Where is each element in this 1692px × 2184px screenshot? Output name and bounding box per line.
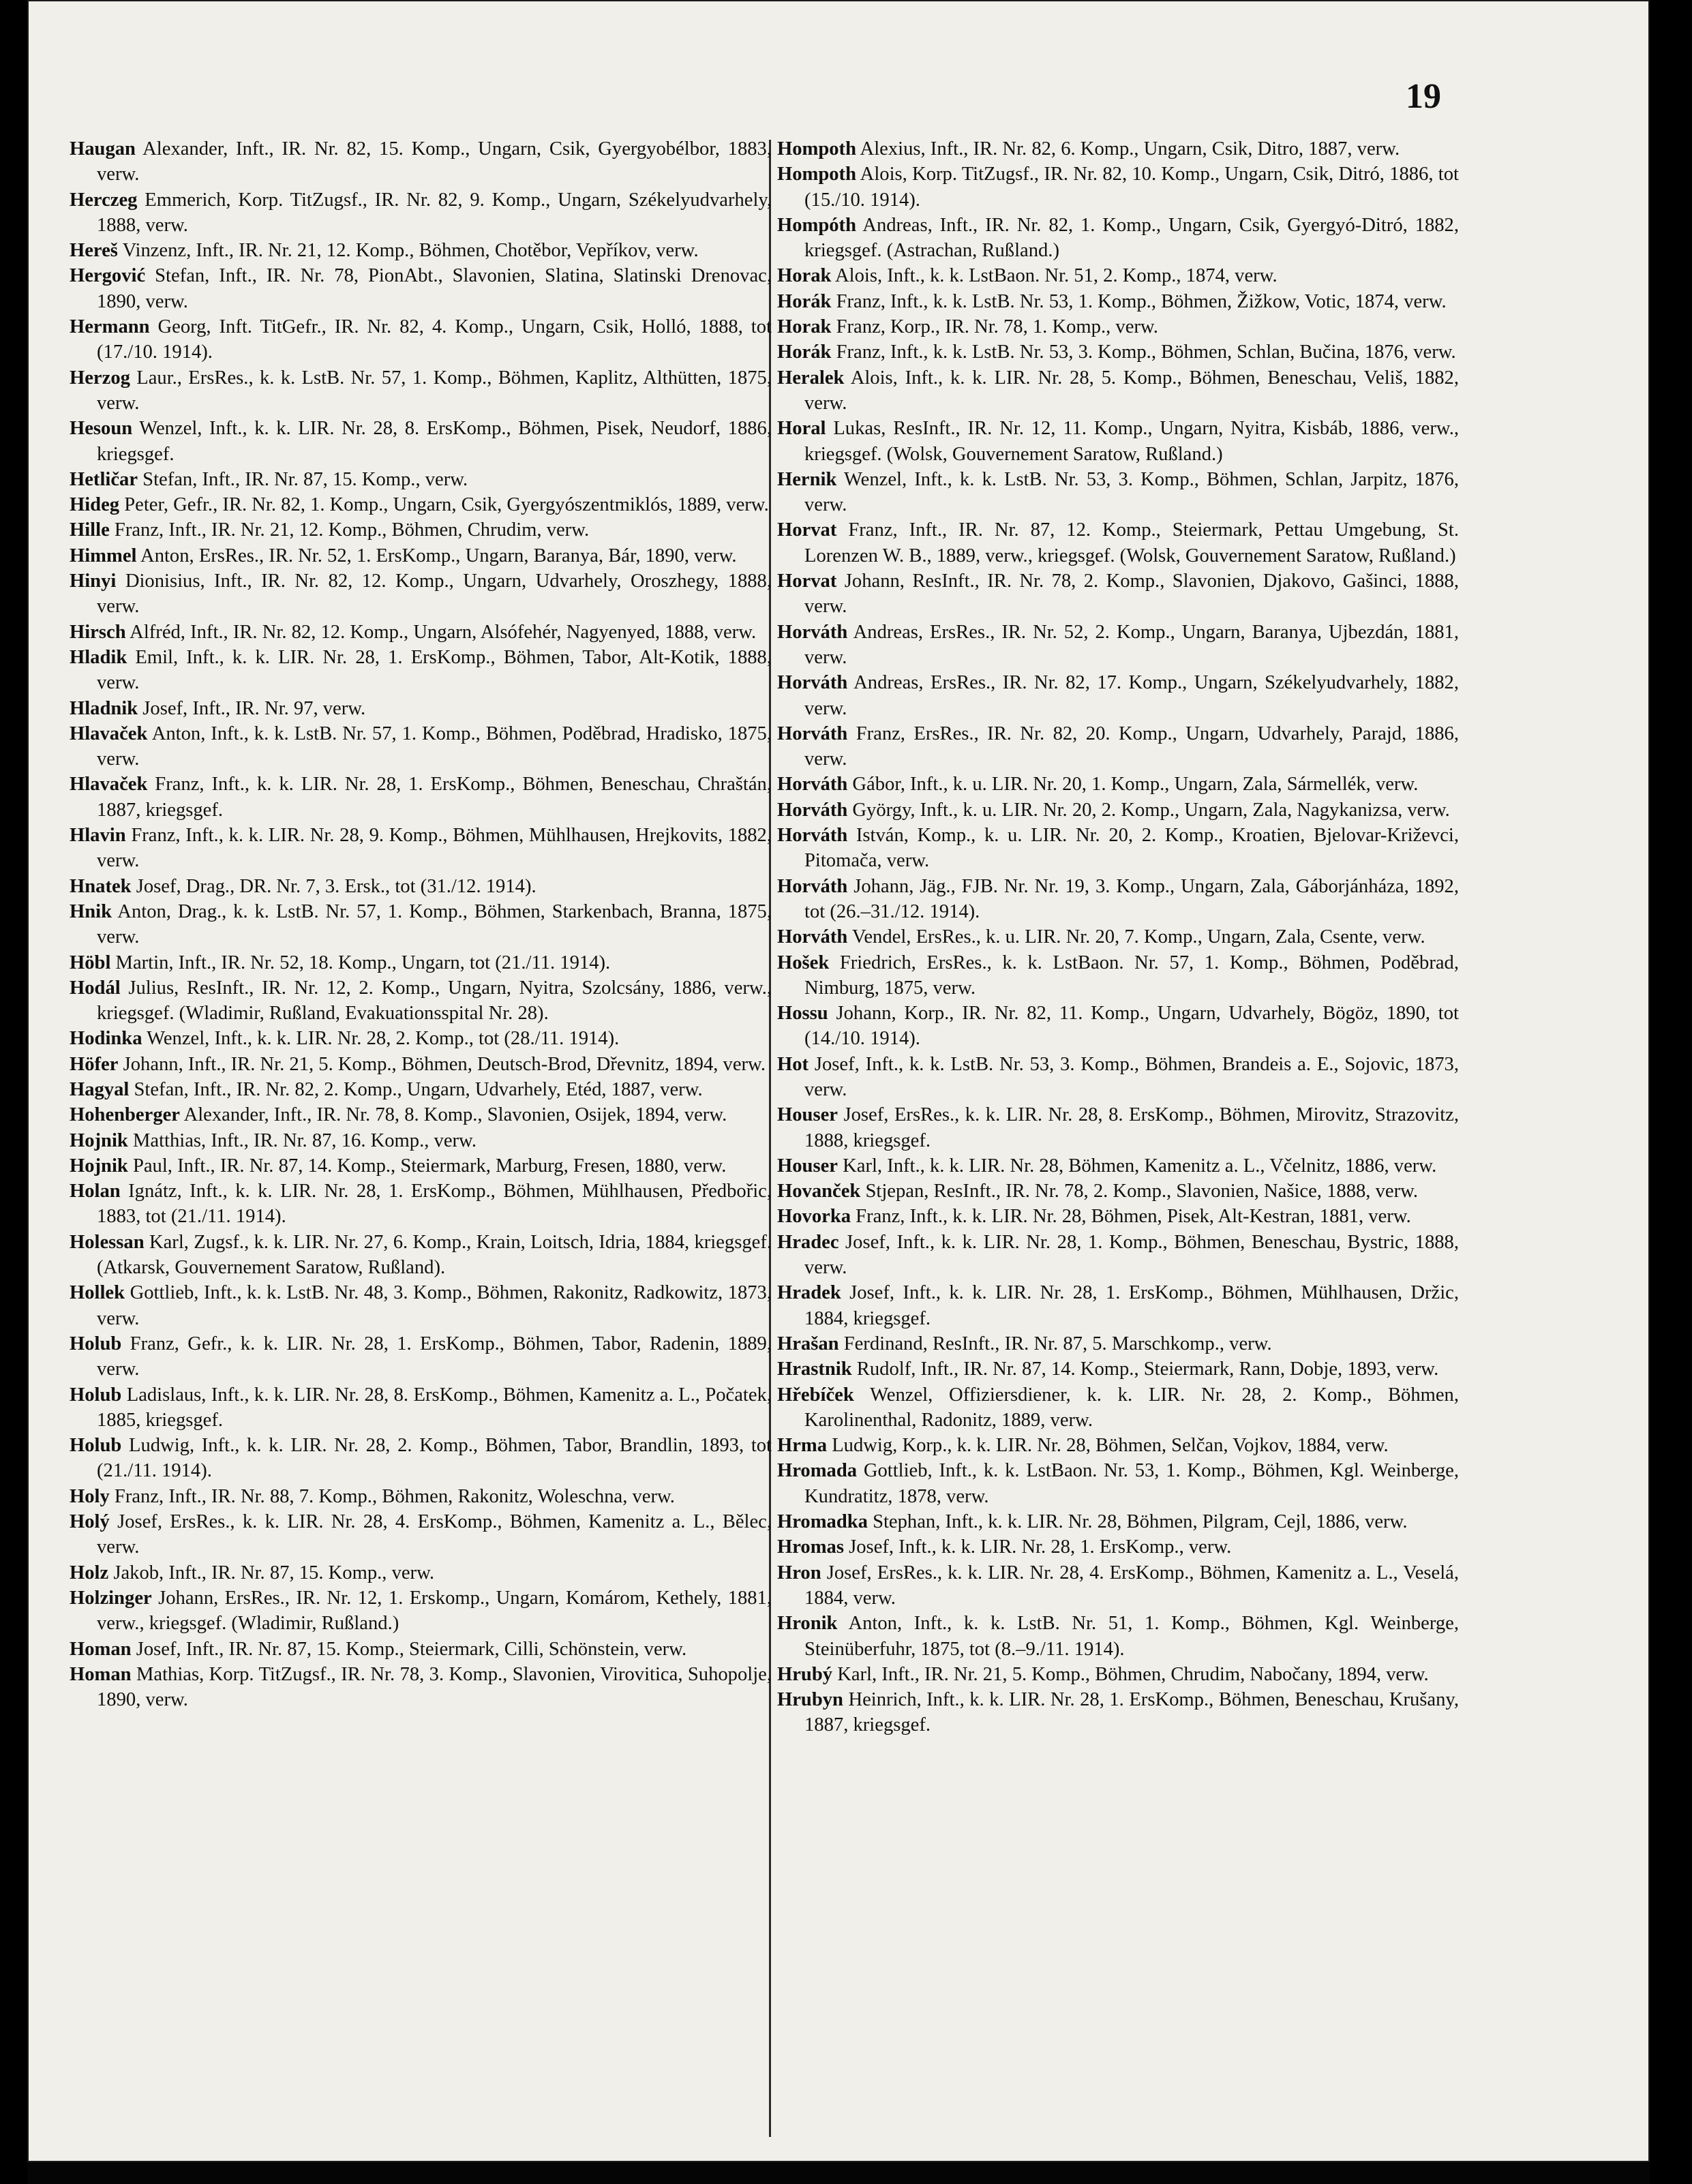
entry-details: Andreas, ErsRes., IR. Nr. 82, 17. Komp., Ungarn, Székelyudvarhely, 1882, verw. [804, 672, 1459, 719]
casualty-entry [777, 924, 1459, 950]
entry-surname: Hagyal [70, 1078, 130, 1100]
casualty-entry [777, 416, 1459, 467]
entry-surname: Haugan [70, 138, 136, 160]
entry-details: Franz, Inft., k. k. LIR. Nr. 28, 1. ErsKomp., Böhmen, Beneschau, Chraštán, 1887, kriegsgef. [97, 774, 772, 821]
entry-details: Andreas, Inft., IR. Nr. 82, 1. Komp., Ungarn, Csik, Gyergyó-Ditró, 1882, kriegsgef. (Astrachan, Rußland.) [804, 214, 1459, 262]
right-column [777, 136, 1459, 1738]
casualty-entry [70, 263, 772, 314]
casualty-entry [777, 314, 1459, 339]
casualty-entry [777, 1356, 1459, 1382]
entry-surname: Hodinka [70, 1028, 142, 1050]
casualty-entry [777, 1153, 1459, 1179]
casualty-entry [777, 213, 1459, 264]
scan-border-right [1650, 0, 1692, 2184]
casualty-entry [777, 365, 1459, 416]
casualty-entry [70, 1230, 772, 1281]
entry-surname: Hetličar [70, 468, 138, 490]
casualty-entry [70, 568, 772, 620]
casualty-entry [777, 162, 1459, 213]
entry-surname: Homan [70, 1638, 132, 1660]
casualty-entry [777, 517, 1459, 568]
entry-surname: Hohenberger [70, 1104, 180, 1126]
entry-details: Wenzel, Inft., k. k. LstB. Nr. 53, 3. Komp., Böhmen, Schlan, Jarpitz, 1876, verw. [804, 468, 1459, 516]
entry-surname: Horváth [777, 774, 848, 795]
casualty-entry [70, 238, 772, 263]
casualty-entry [70, 467, 772, 492]
entry-surname: Hesoun [70, 418, 133, 440]
casualty-entry [777, 1534, 1459, 1560]
scan-border-left [0, 0, 27, 2184]
entry-details: Gábor, Inft., k. u. LIR. Nr. 20, 1. Komp., Ungarn, Zala, Sármellék, verw. [847, 774, 1419, 795]
entry-details: Vendel, ErsRes., k. u. LIR. Nr. 20, 7. Komp., Ungarn, Zala, Csente, verw. [847, 926, 1425, 948]
entry-details: Vinzenz, Inft., IR. Nr. 21, 12. Komp., Böhmen, Chotěbor, Vepříkov, verw. [117, 240, 699, 262]
casualty-entry [777, 1204, 1459, 1229]
casualty-entry [70, 543, 772, 568]
entry-surname: Hideg [70, 494, 120, 516]
entry-surname: Hromas [777, 1536, 844, 1558]
entry-surname: Holub [70, 1384, 122, 1406]
entry-details: Jakob, Inft., IR. Nr. 87, 15. Komp., verw. [108, 1562, 435, 1583]
entry-details: Wenzel, Inft., k. k. LIR. Nr. 28, 8. ErsKomp., Böhmen, Pisek, Neudorf, 1886, kriegsgef. [97, 418, 772, 465]
casualty-entry [777, 1179, 1459, 1204]
document-page [27, 0, 1650, 2162]
casualty-entry [70, 1382, 772, 1434]
entry-surname: Horak [777, 316, 832, 338]
entry-details: Ignátz, Inft., k. k. LIR. Nr. 28, 1. ErsKomp., Böhmen, Mühlhausen, Předbořic, 1883, tot (21./11. 1914). [97, 1181, 772, 1228]
entry-surname: Hot [777, 1053, 809, 1075]
casualty-entry [777, 798, 1459, 823]
entry-surname: Horváth [777, 723, 848, 744]
casualty-entry [777, 467, 1459, 518]
casualty-entry [70, 696, 772, 721]
entry-details: Franz, Inft., k. k. LstB. Nr. 53, 3. Komp., Böhmen, Schlan, Bučina, 1876, verw. [831, 342, 1456, 363]
casualty-entry [70, 620, 772, 645]
casualty-entry [70, 899, 772, 950]
casualty-entry [70, 975, 772, 1027]
entry-details: Stjepan, ResInft., IR. Nr. 78, 2. Komp., Slavonien, Našice, 1888, verw. [860, 1181, 1419, 1202]
casualty-entry [777, 289, 1459, 314]
entry-details: Josef, ErsRes., k. k. LIR. Nr. 28, 4. ErsKomp., Böhmen, Kamenitz a. L., Veselá, 1884, verw. [804, 1562, 1459, 1609]
casualty-entry [777, 1331, 1459, 1356]
entry-surname: Hošek [777, 952, 830, 973]
entry-surname: Hermann [70, 316, 150, 338]
entry-surname: Horváth [777, 621, 848, 643]
entry-surname: Holessan [70, 1231, 145, 1253]
entry-surname: Hinyi [70, 571, 117, 592]
entry-surname: Hron [777, 1562, 821, 1583]
entry-surname: Hereš [70, 240, 118, 262]
entry-details: Rudolf, Inft., IR. Nr. 87, 14. Komp., Steiermark, Rann, Dobje, 1893, verw. [851, 1359, 1439, 1380]
entry-surname: Hojnik [70, 1129, 128, 1151]
entry-details: Franz, Inft., k. k. LIR. Nr. 28, Böhmen, Pisek, Alt-Kestran, 1881, verw. [851, 1206, 1411, 1228]
entry-details: Josef, Inft., IR. Nr. 87, 15. Komp., Steiermark, Cilli, Schönstein, verw. [131, 1638, 687, 1660]
entry-surname: Horal [777, 418, 826, 440]
casualty-entry [777, 620, 1459, 671]
entry-surname: Horváth [777, 799, 848, 821]
entry-details: Johann, ResInft., IR. Nr. 78, 2. Komp., Slavonien, Djakovo, Gašinci, 1888, verw. [804, 571, 1459, 618]
entry-details: Franz, Gefr., k. k. LIR. Nr. 28, 1. ErsKomp., Böhmen, Tabor, Radenin, 1889, verw. [97, 1333, 772, 1380]
entry-details: Franz, Inft., k. k. LstB. Nr. 53, 1. Komp., Böhmen, Žižkow, Votic, 1874, verw. [831, 290, 1447, 312]
casualty-entry [70, 187, 772, 239]
entry-details: Franz, ErsRes., IR. Nr. 82, 20. Komp., Ungarn, Udvarhely, Parajd, 1886, verw. [804, 723, 1459, 770]
entry-surname: Herzog [70, 367, 130, 389]
entry-details: Franz, Inft., IR. Nr. 88, 7. Komp., Böhmen, Rakonitz, Woleschna, verw. [109, 1485, 675, 1507]
casualty-entry [70, 1179, 772, 1230]
casualty-entry [777, 1611, 1459, 1662]
casualty-entry [70, 1128, 772, 1153]
entry-surname: Höfer [70, 1053, 119, 1075]
entry-surname: Holzinger [70, 1587, 152, 1609]
entry-details: Paul, Inft., IR. Nr. 87, 14. Komp., Steiermark, Marburg, Fresen, 1880, verw. [127, 1155, 727, 1177]
entry-details: Wenzel, Offiziersdiener, k. k. LIR. Nr. 28, 2. Komp., Böhmen, Karolinenthal, Radonitz, 1889, verw. [804, 1384, 1459, 1431]
casualty-entry [777, 1102, 1459, 1153]
entry-details: Martin, Inft., IR. Nr. 52, 18. Komp., Ungarn, tot (21./11. 1914). [110, 952, 611, 973]
page-number: 19 [1406, 77, 1441, 116]
entry-surname: Horváth [777, 875, 848, 897]
casualty-entry [777, 1001, 1459, 1052]
casualty-entry [70, 950, 772, 975]
entry-surname: Holy [70, 1485, 110, 1507]
entry-details: Johann, Korp., IR. Nr. 82, 11. Komp., Ungarn, Udvarhely, Bögöz, 1890, tot (14./10. 1914). [804, 1003, 1459, 1050]
casualty-entry [70, 1052, 772, 1077]
casualty-entry [70, 874, 772, 899]
entry-surname: Hille [70, 519, 110, 541]
entry-surname: Hlavin [70, 825, 126, 847]
entry-surname: Hnik [70, 900, 112, 922]
entry-details: Johann, ErsRes., IR. Nr. 12, 1. Erskomp., Ungarn, Komárom, Kethely, 1881, verw., kriegsgef. (Wladimir, Rußland.) [97, 1587, 772, 1635]
entry-details: Anton, Inft., k. k. LstB. Nr. 51, 1. Komp., Böhmen, Kgl. Weinberge, Steinüberfuhr, 1875, tot (8.–9./11. 1914). [804, 1613, 1459, 1660]
entry-details: Anton, Drag., k. k. LstB. Nr. 57, 1. Komp., Böhmen, Starkenbach, Branna, 1875, verw. [97, 900, 772, 948]
casualty-entry [70, 1662, 772, 1713]
entry-surname: Hovanček [777, 1181, 861, 1202]
casualty-entry [70, 517, 772, 543]
left-column [70, 136, 772, 1712]
casualty-entry [777, 874, 1459, 925]
entry-details: Anton, ErsRes., IR. Nr. 52, 1. ErsKomp., Ungarn, Baranya, Bár, 1890, verw. [136, 545, 737, 566]
entry-surname: Himmel [70, 545, 137, 566]
entry-details: Georg, Inft. TitGefr., IR. Nr. 82, 4. Komp., Ungarn, Csik, Holló, 1888, tot (17./10. 1914). [97, 316, 772, 363]
entry-details: Friedrich, ErsRes., k. k. LstBaon. Nr. 57, 1. Komp., Böhmen, Poděbrad, Nimburg, 1875, verw. [804, 952, 1459, 999]
entry-surname: Holan [70, 1181, 121, 1202]
entry-details: Matthias, Inft., IR. Nr. 87, 16. Komp., verw. [127, 1129, 477, 1151]
entry-surname: Horak [777, 265, 832, 287]
entry-details: Alois, Inft., k. k. LstBaon. Nr. 51, 2. Komp., 1874, verw. [831, 265, 1278, 287]
entry-details: Emil, Inft., k. k. LIR. Nr. 28, 1. ErsKomp., Böhmen, Tabor, Alt-Kotik, 1888, verw. [97, 646, 772, 694]
entry-details: Alexander, Inft., IR. Nr. 82, 15. Komp., Ungarn, Csik, Gyergyobélbor, 1883, verw. [97, 138, 772, 185]
entry-surname: Hrma [777, 1435, 828, 1457]
entry-details: István, Komp., k. u. LIR. Nr. 20, 2. Komp., Kroatien, Bjelovar-Križevci, Pitomača, verw. [804, 825, 1459, 872]
entry-surname: Horváth [777, 926, 848, 948]
entry-details: Alfréd, Inft., IR. Nr. 82, 12. Komp., Ungarn, Alsófehér, Nagyenyed, 1888, verw. [125, 621, 757, 643]
entry-details: Andreas, ErsRes., IR. Nr. 52, 2. Komp., Ungarn, Baranya, Ujbezdán, 1881, verw. [804, 621, 1459, 668]
entry-details: Mathias, Korp. TitZugsf., IR. Nr. 78, 3. Komp., Slavonien, Virovitica, Suhopolje, 1890, verw. [97, 1663, 772, 1711]
entry-details: Heinrich, Inft., k. k. LIR. Nr. 28, 1. ErsKomp., Böhmen, Beneschau, Krušany, 1887, kriegsgef. [804, 1689, 1459, 1736]
entry-surname: Holý [70, 1511, 110, 1533]
entry-details: Franz, Inft., k. k. LIR. Nr. 28, 9. Komp., Böhmen, Mühlhausen, Hrejkovits, 1882, verw. [97, 825, 772, 872]
casualty-entry [777, 1687, 1459, 1738]
casualty-entry [70, 416, 772, 467]
entry-surname: Horvat [777, 519, 837, 541]
entry-surname: Hladnik [70, 697, 138, 719]
entry-details: Karl, Inft., IR. Nr. 21, 5. Komp., Böhmen, Chrudim, Nabočany, 1894, verw. [832, 1663, 1429, 1685]
casualty-entry [777, 823, 1459, 874]
casualty-entry [777, 1458, 1459, 1509]
entry-details: Josef, ErsRes., k. k. LIR. Nr. 28, 8. ErsKomp., Böhmen, Mirovitz, Strazovitz, 1888, kriegsgef. [804, 1104, 1459, 1151]
casualty-entry [70, 1637, 772, 1662]
entry-details: Franz, Korp., IR. Nr. 78, 1. Komp., verw. [831, 316, 1158, 338]
entry-surname: Horváth [777, 672, 848, 694]
casualty-entry [777, 1662, 1459, 1687]
entry-details: Josef, ErsRes., k. k. LIR. Nr. 28, 4. ErsKomp., Böhmen, Kamenitz a. L., Bělec, verw. [97, 1511, 772, 1558]
entry-surname: Hossu [777, 1003, 828, 1025]
entry-details: Stefan, Inft., IR. Nr. 87, 15. Komp., verw. [138, 468, 468, 490]
entry-surname: Hlavaček [70, 774, 148, 795]
entry-surname: Hlavaček [70, 723, 148, 744]
entry-surname: Hradec [777, 1231, 839, 1253]
entry-surname: Hollek [70, 1282, 125, 1304]
entry-details: Stefan, Inft., IR. Nr. 78, PionAbt., Slavonien, Slatina, Slatinski Drenovac, 1890, verw. [97, 265, 772, 312]
entry-surname: Homan [70, 1663, 132, 1685]
entry-surname: Horvat [777, 571, 837, 592]
casualty-entry [70, 1280, 772, 1331]
casualty-entry [70, 1433, 772, 1484]
entry-details: Wenzel, Inft., k. k. LIR. Nr. 28, 2. Komp., tot (28./11. 1914). [142, 1028, 620, 1050]
entry-details: Josef, Inft., k. k. LIR. Nr. 28, 1. Komp., Böhmen, Beneschau, Bystric, 1888, verw. [804, 1231, 1459, 1279]
casualty-entry [70, 772, 772, 823]
entry-details: Karl, Inft., k. k. LIR. Nr. 28, Böhmen, Kamenitz a. L., Včelnitz, 1886, verw. [837, 1155, 1437, 1177]
casualty-entry [70, 1484, 772, 1509]
entry-surname: Holub [70, 1333, 122, 1354]
entry-surname: Hřebíček [777, 1384, 854, 1406]
casualty-entry [70, 1560, 772, 1586]
entry-surname: Hromadka [777, 1511, 868, 1533]
entry-surname: Höbl [70, 952, 111, 973]
entry-surname: Holz [70, 1562, 109, 1583]
entry-surname: Heralek [777, 367, 845, 389]
casualty-entry [777, 721, 1459, 772]
casualty-entry [70, 492, 772, 517]
entry-details: Stephan, Inft., k. k. LIR. Nr. 28, Böhmen, Pilgram, Cejl, 1886, verw. [867, 1511, 1408, 1533]
entry-surname: Hladik [70, 646, 127, 668]
casualty-entry [70, 1331, 772, 1382]
entry-surname: Horák [777, 290, 832, 312]
entry-details: Ludwig, Inft., k. k. LIR. Nr. 28, 2. Komp., Böhmen, Tabor, Brandlin, 1893, tot (21./11. 1914). [97, 1435, 772, 1482]
casualty-entry [777, 1560, 1459, 1611]
entry-details: Alexius, Inft., IR. Nr. 82, 6. Komp., Ungarn, Csik, Ditro, 1887, verw. [856, 138, 1400, 160]
entry-surname: Houser [777, 1104, 838, 1126]
casualty-entry [70, 1153, 772, 1179]
entry-surname: Horák [777, 342, 832, 363]
entry-details: Franz, Inft., IR. Nr. 87, 12. Komp., Steiermark, Pettau Umgebung, St. Lorenzen W. B., 1889, verw., kriegsgef. (Wolsk, Gouvernement Saratow, Rußland.) [804, 519, 1459, 566]
casualty-entry [70, 1102, 772, 1127]
entry-surname: Hirsch [70, 621, 126, 643]
entry-details: Josef, Inft., k. k. LIR. Nr. 28, 1. ErsKomp., verw. [843, 1536, 1232, 1558]
entry-details: Alexander, Inft., IR. Nr. 78, 8. Komp., Slavonien, Osijek, 1894, verw. [180, 1104, 727, 1126]
entry-surname: Hrašan [777, 1333, 839, 1354]
entry-surname: Horváth [777, 825, 848, 847]
entry-surname: Hnatek [70, 875, 132, 897]
entry-details: György, Inft., k. u. LIR. Nr. 20, 2. Komp., Ungarn, Zala, Nagykanizsa, verw. [847, 799, 1450, 821]
casualty-entry [777, 772, 1459, 797]
entry-surname: Hergović [70, 265, 146, 287]
entry-surname: Hodál [70, 977, 121, 999]
casualty-entry [777, 1382, 1459, 1434]
casualty-entry [777, 568, 1459, 620]
entry-surname: Holub [70, 1435, 122, 1457]
casualty-entry [70, 1077, 772, 1102]
entry-surname: Hronik [777, 1613, 838, 1635]
entry-surname: Hradek [777, 1282, 841, 1304]
entry-details: Johann, Jäg., FJB. Nr. Nr. 19, 3. Komp., Ungarn, Zala, Gáborjánháza, 1892, tot (26.–31./12. 1914). [804, 875, 1459, 922]
casualty-entry [777, 950, 1459, 1001]
casualty-entry [777, 263, 1459, 288]
entry-details: Lukas, ResInft., IR. Nr. 12, 11. Komp., Ungarn, Nyitra, Kisbáb, 1886, verw., kriegsgef. (Wolsk, Gouvernement Saratow, Rußland.) [804, 418, 1459, 465]
entry-surname: Hovorka [777, 1206, 851, 1228]
entry-details: Dionisius, Inft., IR. Nr. 82, 12. Komp., Ungarn, Udvarhely, Oroszhegy, 1888, verw. [97, 571, 772, 618]
entry-details: Laur., ErsRes., k. k. LstB. Nr. 57, 1. Komp., Böhmen, Kaplitz, Althütten, 1875, verw. [97, 367, 772, 414]
casualty-entry [777, 1280, 1459, 1331]
casualty-entry [70, 645, 772, 696]
casualty-entry [777, 670, 1459, 721]
entry-details: Karl, Zugsf., k. k. LIR. Nr. 27, 6. Komp., Krain, Loitsch, Idria, 1884, kriegsgef. (Atkarsk, Gouvernement Saratow, Rußland). [97, 1231, 772, 1279]
casualty-entry [777, 339, 1459, 365]
entry-details: Anton, Inft., k. k. LstB. Nr. 57, 1. Komp., Böhmen, Poděbrad, Hradisko, 1875, verw. [97, 723, 772, 770]
casualty-entry [777, 136, 1459, 162]
entry-details: Johann, Inft., IR. Nr. 21, 5. Komp., Böhmen, Deutsch-Brod, Dřevnitz, 1894, verw. [118, 1053, 766, 1075]
entry-details: Franz, Inft., IR. Nr. 21, 12. Komp., Böhmen, Chrudim, verw. [109, 519, 590, 541]
entry-details: Josef, Inft., k. k. LstB. Nr. 53, 3. Komp., Böhmen, Brandeis a. E., Sojovic, 1873, verw. [804, 1053, 1459, 1100]
entry-surname: Herczeg [70, 189, 138, 211]
entry-surname: Hompoth [777, 138, 856, 160]
entry-surname: Hromada [777, 1460, 858, 1482]
casualty-entry [777, 1052, 1459, 1103]
casualty-entry [70, 365, 772, 416]
entry-surname: Hernik [777, 468, 837, 490]
entry-details: Ladislaus, Inft., k. k. LIR. Nr. 28, 8. ErsKomp., Böhmen, Kamenitz a. L., Počatek, 1885, kriegsgef. [97, 1384, 772, 1431]
casualty-entry [777, 1230, 1459, 1281]
entry-details: Julius, ResInft., IR. Nr. 12, 2. Komp., Ungarn, Nyitra, Szolcsány, 1886, verw., kriegsgef. (Wladimir, Rußland, Evakuationsspital Nr. 28). [97, 977, 772, 1025]
casualty-entry [70, 314, 772, 365]
casualty-entry [70, 1509, 772, 1560]
entry-details: Gottlieb, Inft., k. k. LstBaon. Nr. 53, 1. Komp., Böhmen, Kgl. Weinberge, Kundratitz, 1878, verw. [804, 1460, 1459, 1507]
entry-surname: Hrubyn [777, 1689, 843, 1711]
entry-details: Alois, Inft., k. k. LIR. Nr. 28, 5. Komp., Böhmen, Beneschau, Veliš, 1882, verw. [804, 367, 1459, 414]
casualty-entry [70, 721, 772, 772]
casualty-entry [70, 823, 772, 874]
entry-surname: Hompóth [777, 214, 856, 236]
entry-details: Josef, Inft., IR. Nr. 97, verw. [138, 697, 366, 719]
entry-details: Ludwig, Korp., k. k. LIR. Nr. 28, Böhmen, Selčan, Vojkov, 1884, verw. [827, 1435, 1389, 1457]
entry-details: Emmerich, Korp. TitZugsf., IR. Nr. 82, 9. Komp., Ungarn, Székelyudvarhely, 1888, verw. [97, 189, 772, 236]
casualty-entry [70, 1586, 772, 1637]
entry-details: Gottlieb, Inft., k. k. LstB. Nr. 48, 3. Komp., Böhmen, Rakonitz, Radkowitz, 1873, verw. [97, 1282, 772, 1329]
entry-surname: Hrastnik [777, 1359, 852, 1380]
casualty-entry [70, 136, 772, 187]
entry-details: Stefan, Inft., IR. Nr. 82, 2. Komp., Ungarn, Udvarhely, Etéd, 1887, verw. [129, 1078, 703, 1100]
entry-details: Josef, Inft., k. k. LIR. Nr. 28, 1. ErsKomp., Böhmen, Mühlhausen, Držic, 1884, kriegsgef. [804, 1282, 1459, 1329]
entry-details: Peter, Gefr., IR. Nr. 82, 1. Komp., Ungarn, Csik, Gyergyószentmiklós, 1889, verw. [119, 494, 769, 516]
entry-surname: Houser [777, 1155, 838, 1177]
entry-details: Ferdinand, ResInft., IR. Nr. 87, 5. Marschkomp., verw. [839, 1333, 1272, 1354]
entry-surname: Hompoth [777, 164, 856, 185]
casualty-entry [777, 1509, 1459, 1534]
entry-surname: Hojnik [70, 1155, 128, 1177]
casualty-entry [70, 1026, 772, 1051]
entry-details: Alois, Korp. TitZugsf., IR. Nr. 82, 10. Komp., Ungarn, Csik, Ditró, 1886, tot (15./10. 1914). [804, 164, 1459, 211]
entry-surname: Hrubý [777, 1663, 833, 1685]
entry-details: Josef, Drag., DR. Nr. 7, 3. Ersk., tot (31./12. 1914). [131, 875, 537, 897]
casualty-entry [777, 1433, 1459, 1458]
